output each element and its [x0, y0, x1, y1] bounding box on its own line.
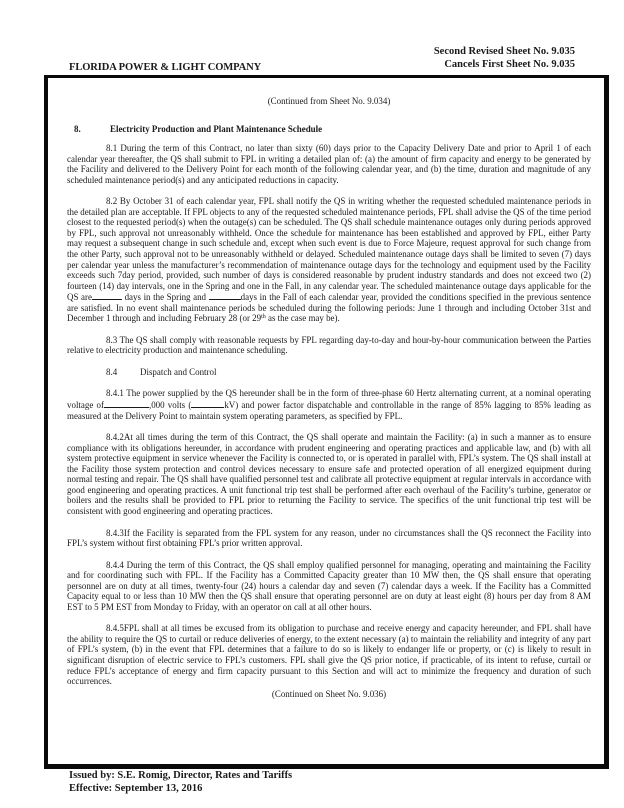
- paragraph-8-2: [67, 196, 591, 324]
- effective-date: Effective: September 13, 2016: [69, 782, 203, 794]
- section-heading: [67, 124, 591, 135]
- paragraph-8-3: 8.3 The QS shall comply with reasonable requests by FPL regarding day-to-day and hour-by-hour communication between the Parties relative to electricity production and maintenance scheduling.: [67, 334, 591, 356]
- subsection-heading-8-4: [106, 367, 591, 378]
- paragraph-8-2-text-a: 8.2 By October 31 of each calendar year, FPL shall notify the QS in writing whether the requested scheduled maintenance periods in the detailed plan are acceptable. If FPL objects to any of the requested scheduled maintenance periods, FPL shall advise the QS of the time period closest to the requested period(s) when the outage(s) can be scheduled. The QS shall schedule maintenance outages only during periods approved by FPL, such approval not unreasonably withheld. Once the schedule for maintenance has been established and approved by FPL, either Party may request a subsequent change in such schedule and, except when such event is due to Force Majeure, request approval for such change from the other Party, such approval not to be unreasonably withheld or delayed. Scheduled maintenance outage days shall be limited to seven (7) days per calendar year unless the manufacturer’s recommendation of maintenance outage days for the technology and equipment used by the Facility exceeds such 7day period, provided, such number of days is considered reasonable by prudent industry standards and does not exceed two (2) fourteen (14) day intervals, one in the Spring and one in the Fall, in any calendar year. The scheduled maintenance outage days applicable for the QS are: [67, 196, 591, 303]
- spring-days-blank: [92, 291, 122, 300]
- issued-by: Issued by: S.E. Romig, Director, Rates and Tariffs: [69, 770, 293, 781]
- paragraph-8-4-1-text-a: 8.4.1 The power supplied by the QS hereunder shall be in the form of three-phase 60 Hertz alternating current, at a nominal operating voltage of: [67, 388, 591, 411]
- superscript-th: th: [261, 314, 266, 321]
- paragraph-8-2-text-c: days in the Fall of each calendar year, provided the conditions specified in the previous sentence are satisfied. In no event shall maintenance periods be scheduled during the following periods: June 1 through and including October 31st and December 1 through and including February 28 (or 29: [67, 292, 591, 324]
- paragraph-8-4-3: 8.4.3If the Facility is separated from the FPL system for any reason, under no circumstances shall the QS reconnect the Facility into FPL’s system without first obtaining FPL’s prior written approval.: [67, 527, 591, 549]
- paragraph-8-4-1-text-b: ,000 volts (: [148, 400, 192, 411]
- paragraph-8-4-1-text-c: kV) and power factor dispatchable and controllable in the range of 85% lagging to 85% leading as measured at the Delivery Point to maintain system operating parameters, as specified by FPL.: [67, 400, 591, 421]
- document-body: [67, 96, 591, 699]
- paragraph-8-2-text-d: as the case may be).: [265, 313, 340, 324]
- continued-on-note: (Continued on Sheet No. 9.036): [271, 688, 387, 699]
- company-name: FLORIDA POWER & LIGHT COMPANY: [69, 62, 262, 73]
- paragraph-8-4-1: [67, 388, 591, 421]
- voltage-blank: [104, 399, 149, 408]
- sheet-info: [434, 45, 575, 71]
- section-number: 8.: [74, 123, 81, 134]
- section-title: Electricity Production and Plant Maintenance Schedule: [110, 123, 323, 134]
- sheet-cancels: Cancels First Sheet No. 9.035: [444, 59, 575, 70]
- paragraph-8-4-4: 8.4.4 During the term of this Contract, the QS shall employ qualified personnel for managing, operating and maintaining the Facility and for coordinating such with FPL. If the Facility has a Committed Capacity greater than 10 MW then, the QS shall ensure that operating personnel are on duty at all times, twenty-four (24) hours a calendar day and seven (7) calendar days a week. If the Facility has a Committed Capacity equal to or less than 10 MW then the QS shall ensure that operating personnel are on duty at least eight (8) hours per day from 8 AM EST to 5 PM EST from Monday to Friday, with an operator on call at all other hours.: [67, 559, 591, 612]
- subsection-title: Dispatch and Control: [140, 366, 217, 377]
- subsection-number: 8.4: [106, 366, 118, 377]
- paragraph-8-2-text-b: days in the Spring and: [121, 292, 209, 303]
- fall-days-blank: [209, 291, 241, 300]
- paragraph-8-4-2: 8.4.2At all times during the term of this Contract, the QS shall operate and maintain the Facility: (a) in such a manner as to ensure compliance with its obligations hereunder, in accordance with prudent engineering and operating practices and applicable law, and (b) with all system protective equipment in service whenever the Facility is connected to, or is operated in parallel with, FPL’s system. The QS shall install at the Facility those system protection and control devices necessary to ensure safe and protected operation of all energized equipment during normal testing and repair. The QS shall have qualified personnel test and calibrate all protective equipment at regular intervals in accordance with good engineering and operating practices. A unit functional trip test shall be performed after each overhaul of the Facility’s turbine, generator or boilers and the results shall be provided to FPL prior to returning the Facility to service. The specifics of the unit functional trip test will be consistent with good engineering and operating practices.: [67, 432, 591, 516]
- continued-from-note: (Continued from Sheet No. 9.034): [267, 96, 391, 106]
- paragraph-8-4-5: 8.4.5FPL shall at all times be excused from its obligation to purchase and receive energy and capacity hereunder, and FPL shall have the ability to require the QS to curtail or reduce deliveries of energy, to the extent necessary (a) to maintain the reliability and integrity of any part of FPL’s system, (b) in the event that FPL determines that a failure to do so is likely to endanger life or property, or (c) is likely to result in significant disruption of electric service to FPL’s customers. FPL shall give the QS prior notice, if practicable, of its intent to refuse, curtail or reduce FPL’s acceptance of energy and firm capacity pursuant to this Section and will act to minimize the frequency and duration of such occurrences.: [67, 623, 591, 687]
- kv-blank: [191, 399, 224, 408]
- issuance-footer: [69, 770, 292, 795]
- paragraph-8-1: 8.1 During the term of this Contract, no later than sixty (60) days prior to the Capacity Delivery Date and prior to April 1 of each calendar year thereafter, the QS shall submit to FPL in writing a detailed plan of: (a) the amount of firm capacity and energy to be generated by the Facility and delivered to the Delivery Point for each month of the following calendar year, and (b) the time, duration and magnitude of any scheduled maintenance period(s) and any anticipated reductions in capacity.: [67, 143, 591, 185]
- sheet-revision: Second Revised Sheet No. 9.035: [433, 46, 575, 57]
